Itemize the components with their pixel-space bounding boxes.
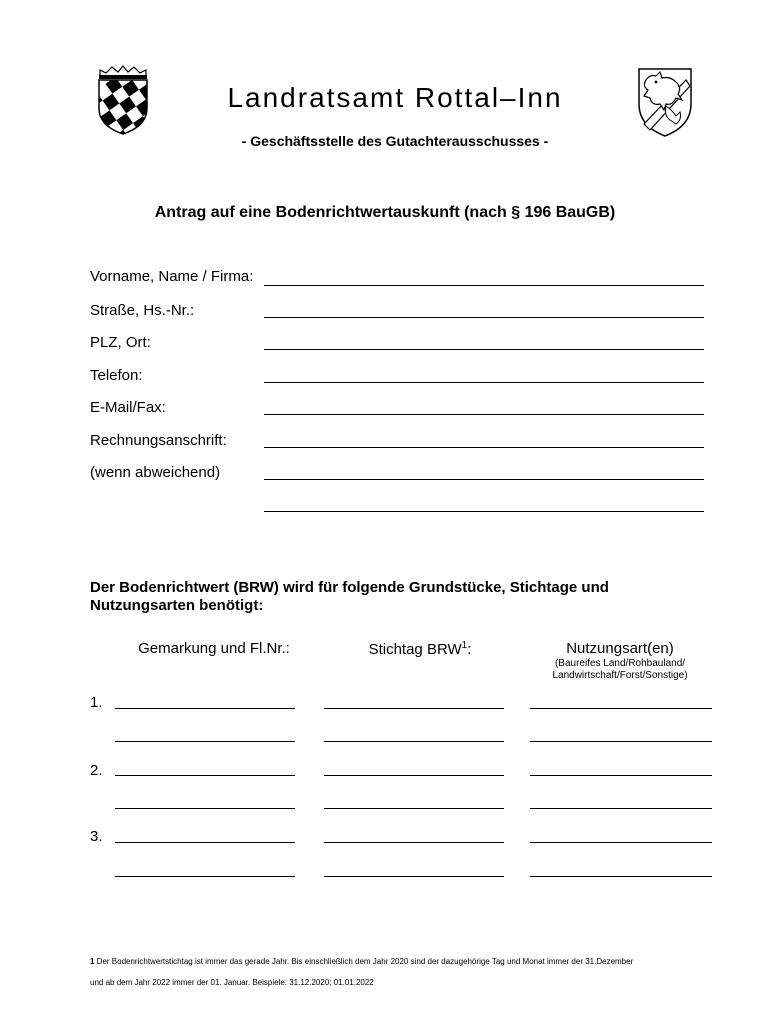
field-label-billing-note: (wenn abweichend) — [90, 464, 221, 481]
field-line-billing-2[interactable] — [264, 479, 704, 480]
row2b-stichtag-line[interactable] — [324, 808, 504, 809]
field-label-email: E-Mail/Fax: — [90, 399, 166, 416]
row3b-stichtag-line[interactable] — [324, 876, 504, 877]
row3-gemarkung-line[interactable] — [115, 842, 295, 843]
row2-stichtag-line[interactable] — [324, 775, 504, 776]
row-number-1: 1. — [90, 694, 103, 711]
field-line-phone[interactable] — [264, 382, 704, 383]
row1-stichtag-line[interactable] — [324, 708, 504, 709]
office-subtitle: - Geschäftsstelle des Gutachterausschusses - — [241, 133, 549, 149]
row1b-stichtag-line[interactable] — [324, 741, 504, 742]
field-label-street: Straße, Hs.-Nr.: — [90, 302, 195, 319]
footnote-number: 1 — [90, 957, 95, 966]
form-title: Antrag auf eine Bodenrichtwertauskunft (nach § 196 BauGB) — [154, 204, 616, 221]
field-label-name: Vorname, Name / Firma: — [90, 268, 254, 285]
row-number-2: 2. — [90, 762, 103, 779]
footnote-ref: 1 — [461, 640, 468, 651]
field-label-city: PLZ, Ort: — [90, 334, 151, 351]
field-line-billing[interactable] — [264, 447, 704, 448]
footnote — [90, 956, 730, 998]
footnote-line-1: Der Bodenrichtwertstichtag ist immer das gerade Jahr. Bis einschließlich dem Jahr 2020 sind der dazugehörige Tag und Monat immer der 31.Dezember — [94, 957, 634, 966]
field-label-phone: Telefon: — [90, 367, 143, 384]
row1-nutzung-line[interactable] — [530, 708, 712, 709]
row-number-3: 3. — [90, 828, 103, 845]
row1-gemarkung-line[interactable] — [115, 708, 295, 709]
row2b-gemarkung-line[interactable] — [115, 808, 295, 809]
row3b-nutzung-line[interactable] — [530, 876, 712, 877]
row2b-nutzung-line[interactable] — [530, 808, 712, 809]
row3-nutzung-line[interactable] — [530, 842, 712, 843]
col-head-stichtag: Stichtag BRW$^1$: — [368, 640, 472, 658]
col-head-gemarkung: Gemarkung und Fl.Nr.: — [138, 640, 290, 657]
footnote-line-2: und ab dem Jahr 2022 immer der 01. Januar. Beispiele: 31.12.2020; 01.01.2022 — [90, 978, 374, 987]
field-line-city[interactable] — [264, 349, 704, 350]
field-line-street[interactable] — [264, 317, 704, 318]
field-line-name[interactable] — [264, 285, 704, 286]
field-label-billing: Rechnungsanschrift: — [90, 432, 227, 449]
row3-stichtag-line[interactable] — [324, 842, 504, 843]
field-line-email[interactable] — [264, 414, 704, 415]
col-head-nutzung: Nutzungsart(en) — [566, 640, 674, 657]
office-title: Landratsamt Rottal–Inn — [227, 82, 563, 113]
row3b-gemarkung-line[interactable] — [115, 876, 295, 877]
col-note-nutzung-2: Landwirtschaft/Forst/Sonstige) — [552, 670, 688, 681]
field-line-billing-3[interactable] — [264, 511, 704, 512]
row2-nutzung-line[interactable] — [530, 775, 712, 776]
row1b-gemarkung-line[interactable] — [115, 741, 295, 742]
row2-gemarkung-line[interactable] — [115, 775, 295, 776]
col-note-nutzung-1: (Baureifes Land/Rohbauland/ — [554, 658, 686, 669]
row1b-nutzung-line[interactable] — [530, 741, 712, 742]
brw-section-heading: Der Bodenrichtwert (BRW) wird für folgende Grundstücke, Stichtage und Nutzungsarten benötigt: — [90, 579, 609, 614]
